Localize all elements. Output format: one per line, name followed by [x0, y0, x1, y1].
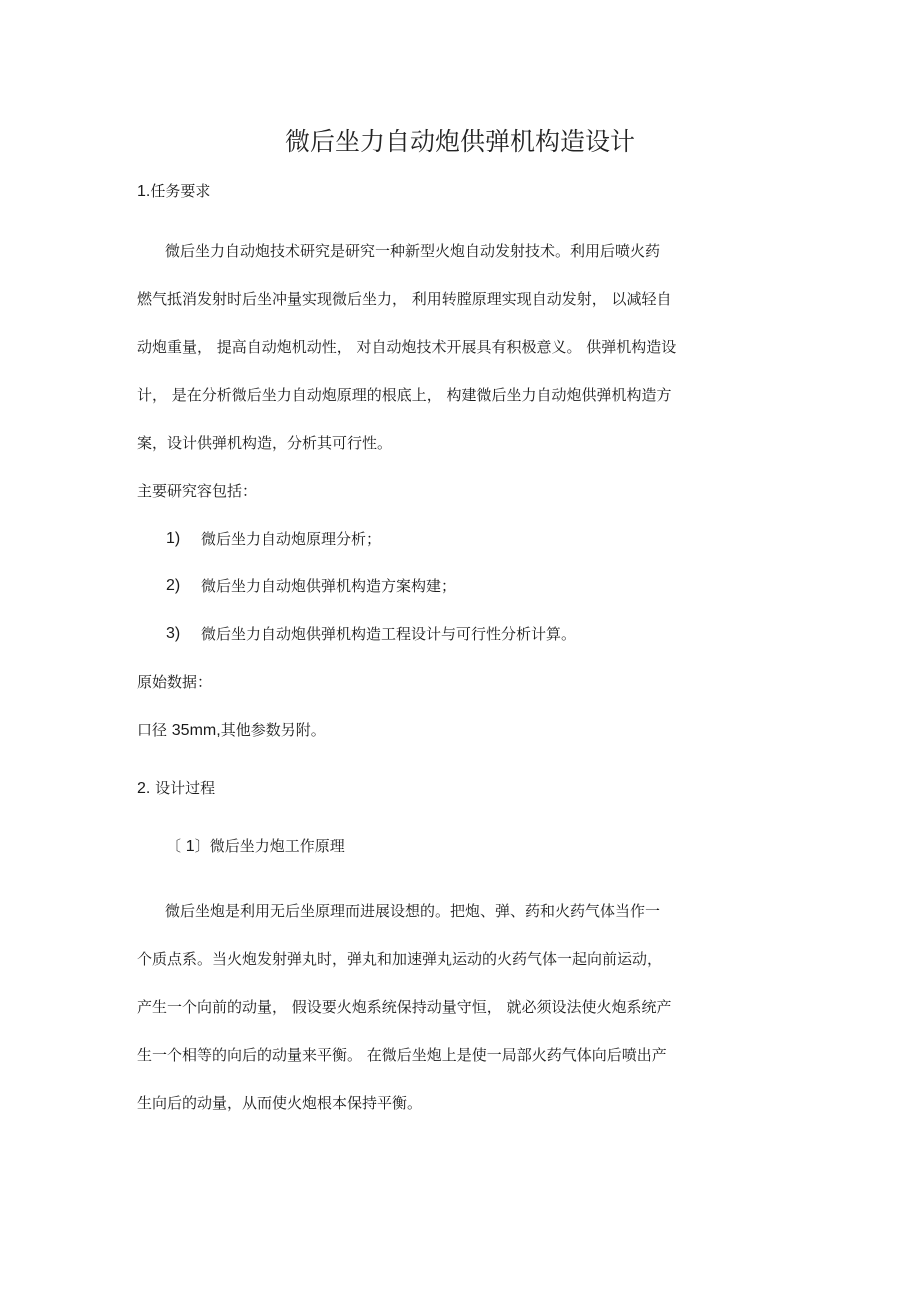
- paragraph-line: 微后坐力自动炮技术研究是研究一种新型火炮自动发射技术。利用后喷火药: [165, 242, 661, 260]
- caliber-suffix: 其他参数另附。: [220, 721, 326, 739]
- subsection-number: 1: [185, 838, 195, 855]
- paragraph-line: 生一个相等的向后的动量来平衡。 在微后坐炮上是使一局部火药气体向后喷出产: [137, 1046, 667, 1064]
- caliber-line: [137, 720, 326, 741]
- list-item-text: 微后坐力自动炮供弹机构造工程设计与可行性分析计算。: [201, 625, 577, 643]
- paragraph-line: 案，设计供弹机构造，分析其可行性。: [137, 434, 393, 452]
- section-2-heading: [137, 778, 215, 799]
- paragraph-line: 生向后的动量，从而使火炮根本保持平衡。: [137, 1094, 423, 1112]
- paragraph-line: 计， 是在分析微后坐力自动炮原理的根底上， 构建微后坐力自动炮供弹机构造方: [137, 386, 672, 404]
- list-item-text: 微后坐力自动炮原理分析；: [201, 530, 382, 548]
- caliber-prefix: 口径: [137, 721, 172, 739]
- subsection-title: 微后坐力炮工作原理: [209, 837, 345, 855]
- caliber-value: 35mm,: [171, 722, 221, 739]
- subsection-open-bracket: 〔: [166, 837, 186, 855]
- section-1-title: 任务要求: [150, 182, 211, 200]
- paragraph-line: 燃气抵消发射时后坐冲量实现微后坐力， 利用转膛原理实现自动发射， 以减轻自: [137, 290, 672, 308]
- main-content-label: 主要研究容包括：: [137, 482, 258, 500]
- paragraph-line: 微后坐炮是利用无后坐原理而进展设想的。把炮、弹、药和火药气体当作一: [165, 902, 661, 920]
- section-2-number: 2.: [137, 780, 151, 797]
- list-item-text: 微后坐力自动炮供弹机构造方案构建；: [201, 577, 457, 595]
- list-item-number: 2): [166, 577, 181, 594]
- subsection-heading: [166, 836, 345, 857]
- list-item-number: 3): [166, 625, 181, 642]
- section-2-title: 设计过程: [155, 779, 216, 797]
- paragraph-line: 个质点系。当火炮发射弹丸时，弹丸和加速弹丸运动的火药气体一起向前运动，: [137, 950, 663, 968]
- document-title: 微后坐力自动炮供弹机构造设计: [284, 127, 635, 156]
- paragraph-line: 产生一个向前的动量， 假设要火炮系统保持动量守恒， 就必须设法使火炮系统产: [137, 998, 672, 1016]
- section-1-number: 1.: [137, 183, 151, 200]
- list-item-number: 1): [166, 530, 181, 547]
- section-1-heading: [137, 181, 210, 202]
- original-data-label: 原始数据：: [137, 673, 213, 691]
- paragraph-line: 动炮重量， 提高自动炮机动性， 对自动炮技术开展具有积极意义。 供弹机构造设: [137, 338, 677, 356]
- subsection-close-bracket: 〕: [194, 837, 210, 855]
